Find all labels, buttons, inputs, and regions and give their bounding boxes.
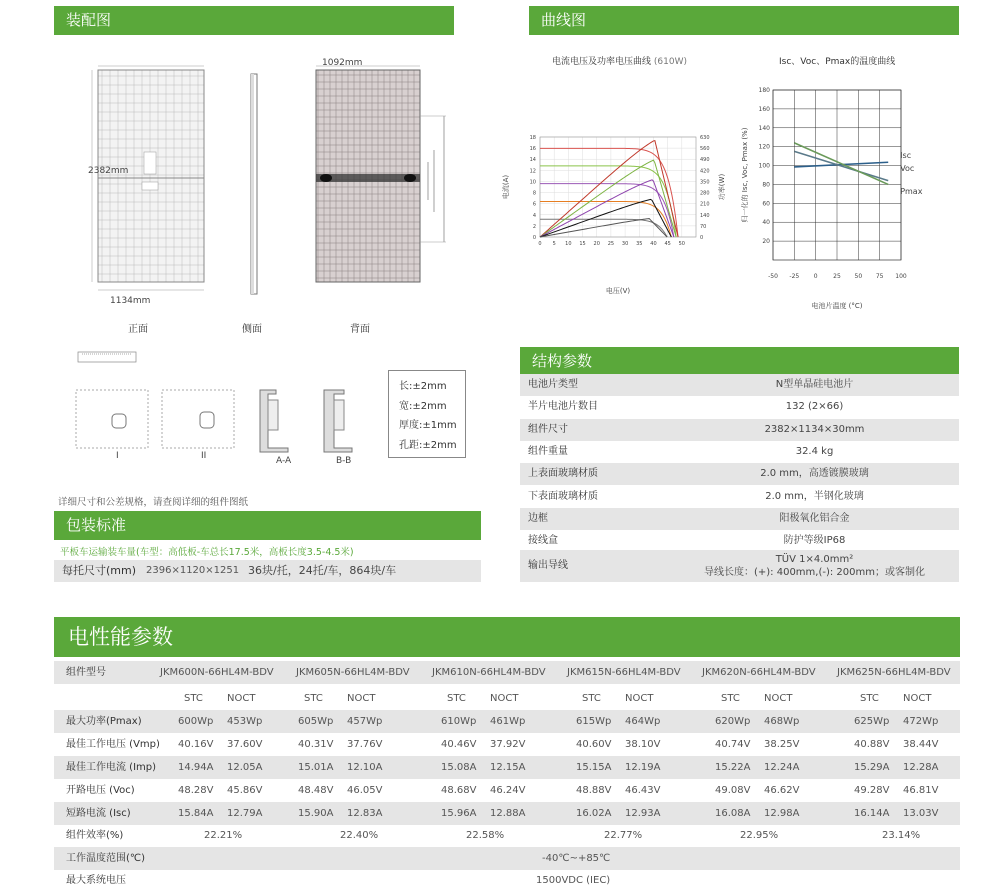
noct-header: NOCT <box>764 693 793 704</box>
noct-value: 38.25V <box>764 739 800 750</box>
noct-header: NOCT <box>903 693 932 704</box>
x-tick-label: 15 <box>579 241 586 247</box>
y-tick-label: 8 <box>532 190 536 197</box>
electrical-key: 开路电压 (Voc) <box>66 785 135 796</box>
stc-value: 15.15A <box>576 762 612 773</box>
stc-noct-row <box>54 687 960 710</box>
electrical-key: 最佳工作电压 (Vmp) <box>66 739 160 750</box>
back-width-dim: 1092mm <box>322 58 363 68</box>
structure-section-header: 结构参数 <box>520 347 959 375</box>
structure-key: 边框 <box>528 512 548 524</box>
stc-value: 48.88V <box>576 785 612 796</box>
stc-header: STC <box>860 693 879 704</box>
x-tick-label: 25 <box>833 273 841 280</box>
side-panel-drawing <box>251 74 257 294</box>
detail-ii-label: II <box>201 451 207 461</box>
structure-value: 2.0 mm，高透镀膜玻璃 <box>760 468 869 480</box>
packing-label: 每托尺寸(mm) <box>62 564 137 577</box>
electrical-row <box>54 802 960 825</box>
tolerance-width: 宽:±2mm <box>399 400 447 412</box>
electrical-key: 最佳工作电流 (Imp) <box>66 762 157 773</box>
y2-tick-label: 280 <box>700 190 710 197</box>
noct-value: 46.81V <box>903 785 939 796</box>
structure-key: 接线盒 <box>528 535 558 547</box>
y2-tick-label: 560 <box>700 146 710 153</box>
stc-value: 49.08V <box>715 785 751 796</box>
noct-value: 12.15A <box>490 762 526 773</box>
tolerance-length: 长:±2mm <box>399 381 447 392</box>
efficiency-value: 22.40% <box>340 830 379 841</box>
stc-value: 610Wp <box>441 716 477 727</box>
efficiency-value: 22.58% <box>466 830 505 841</box>
electrical-row <box>54 710 960 733</box>
noct-value: 468Wp <box>764 716 800 727</box>
temp-range-label: 工作温度范围(℃) <box>66 853 146 864</box>
noct-value: 472Wp <box>903 716 939 727</box>
x-tick-label: -50 <box>768 273 778 280</box>
y2-tick-label: 420 <box>700 168 710 175</box>
y-tick-label: 120 <box>758 143 770 151</box>
y-tick-label: 10 <box>529 179 536 186</box>
noct-header: NOCT <box>625 693 654 704</box>
stc-value: 48.48V <box>298 785 334 796</box>
series-line <box>540 184 674 237</box>
packing-section-header: 包装标准 <box>54 511 481 540</box>
stc-header: STC <box>582 693 601 704</box>
stc-value: 40.46V <box>441 739 477 750</box>
x-tick-label: 100 <box>895 273 907 280</box>
stc-value: 620Wp <box>715 716 751 727</box>
front-panel-drawing <box>92 66 204 290</box>
y-tick-label: 140 <box>758 124 770 132</box>
cable-length: 导线长度：(+): 400mm,(-): 200mm；或客制化 <box>703 567 925 578</box>
stc-value: 15.22A <box>715 762 751 773</box>
electrical-key: 短路电流 (Isc) <box>66 808 131 819</box>
side-label: 侧面 <box>242 324 262 335</box>
y-tick-label: 14 <box>529 157 536 164</box>
x-tick-label: 35 <box>636 241 643 247</box>
efficiency-value: 22.77% <box>604 830 643 841</box>
detail-i-label: I <box>116 451 119 461</box>
stc-value: 40.74V <box>715 739 751 750</box>
y-axis-label: 电流(A) <box>502 174 510 200</box>
noct-value: 12.98A <box>764 808 800 819</box>
structure-row <box>520 463 959 485</box>
y2-tick-label: 0 <box>700 235 704 241</box>
noct-header: NOCT <box>347 693 376 704</box>
noct-value: 12.05A <box>227 762 263 773</box>
stc-value: 15.01A <box>298 762 334 773</box>
y-tick-label: 6 <box>532 201 536 208</box>
efficiency-value: 22.21% <box>204 830 243 841</box>
plot-frame <box>540 137 696 237</box>
noct-value: 12.88A <box>490 808 526 819</box>
x-tick-label: 30 <box>621 241 629 247</box>
model-name: JKM610N-66HL4M-BDV <box>432 667 546 678</box>
stc-value: 48.28V <box>178 785 214 796</box>
x-tick-label: 10 <box>565 241 572 247</box>
noct-value: 457Wp <box>347 716 383 727</box>
stc-value: 615Wp <box>576 716 612 727</box>
y2-tick-label: 210 <box>700 201 710 208</box>
noct-value: 46.62V <box>764 785 800 796</box>
stc-value: 48.68V <box>441 785 477 796</box>
stc-header: STC <box>721 693 740 704</box>
noct-header: NOCT <box>490 693 519 704</box>
temperature-chart <box>740 80 960 310</box>
stc-value: 16.02A <box>576 808 612 819</box>
electrical-row <box>54 779 960 802</box>
packing-row <box>54 560 481 582</box>
tolerance-hole: 孔距:±2mm <box>399 439 457 451</box>
efficiency-value: 22.95% <box>740 830 779 841</box>
stc-value: 16.08A <box>715 808 751 819</box>
stc-value: 625Wp <box>854 716 890 727</box>
packing-note: 平板车运输装车量(车型：高低板-车总长17.5米，高板长度3.5-4.5米) <box>60 547 354 558</box>
stc-value: 40.60V <box>576 739 612 750</box>
x-tick-label: 50 <box>678 241 686 247</box>
front-width-dim: 1134mm <box>110 296 151 306</box>
y-tick-label: 180 <box>758 87 770 94</box>
drawing-note: 详细尺寸和公差规格，请查阅详细的组件图纸 <box>58 497 249 508</box>
curves-section-header: 曲线图 <box>529 6 959 35</box>
efficiency-label: 组件效率(%) <box>66 830 124 841</box>
electrical-row <box>54 733 960 756</box>
y-tick-label: 16 <box>529 146 536 153</box>
electrical-section-header: 电性能参数 <box>54 617 960 657</box>
series-line <box>540 180 674 237</box>
stc-value: 605Wp <box>298 716 334 727</box>
electrical-row <box>54 756 960 779</box>
y2-axis-label: 功率(W) <box>718 173 726 201</box>
noct-value: 12.28A <box>903 762 939 773</box>
back-panel-drawing <box>316 66 446 282</box>
x-axis-label: 电压(V) <box>605 287 631 295</box>
series-label: Pmax <box>900 186 923 196</box>
y2-tick-label: 70 <box>700 223 707 230</box>
structure-value: 132 (2×66) <box>785 401 844 413</box>
stc-header: STC <box>447 693 466 704</box>
y-axis-label: 归一化的 Isc, Voc, Pmax (%) <box>741 127 749 223</box>
noct-value: 45.86V <box>227 785 263 796</box>
back-label: 背面 <box>350 324 370 335</box>
packing-detail: 36块/托，24托/车，864块/车 <box>248 564 397 577</box>
stc-value: 15.08A <box>441 762 477 773</box>
x-axis-label: 电池片温度 (°C) <box>811 302 863 310</box>
structure-key: 组件重量 <box>528 445 568 457</box>
y2-tick-label: 490 <box>700 157 710 164</box>
tolerance-box <box>388 370 466 458</box>
y-tick-label: 160 <box>758 105 770 113</box>
structure-key: 电池片类型 <box>528 379 578 390</box>
temp-range-value: -40℃~+85℃ <box>542 853 611 864</box>
model-label: 组件型号 <box>66 667 106 678</box>
noct-value: 453Wp <box>227 716 263 727</box>
structure-row <box>520 486 959 508</box>
model-name: JKM620N-66HL4M-BDV <box>702 667 816 678</box>
temp-range-row <box>54 847 960 870</box>
x-tick-label: 20 <box>593 241 600 247</box>
structure-row <box>520 530 959 552</box>
noct-value: 46.24V <box>490 785 526 796</box>
series-label: Isc <box>900 151 912 160</box>
stc-value: 49.28V <box>854 785 890 796</box>
model-name: JKM615N-66HL4M-BDV <box>567 667 681 678</box>
system-voltage-label: 最大系统电压 <box>66 875 126 886</box>
y2-tick-label: 630 <box>700 135 710 141</box>
stc-header: STC <box>184 693 203 704</box>
noct-value: 46.43V <box>625 785 661 796</box>
structure-value: 2.0 mm，半钢化玻璃 <box>765 490 864 502</box>
stc-value: 15.84A <box>178 808 214 819</box>
x-tick-label: -25 <box>789 273 800 280</box>
model-name: JKM605N-66HL4M-BDV <box>296 667 410 678</box>
x-tick-label: 0 <box>813 273 818 280</box>
stc-value: 16.14A <box>854 808 890 819</box>
structure-value: 阳极氧化铝合金 <box>779 512 850 524</box>
efficiency-value: 23.14% <box>882 830 921 841</box>
electrical-key: 最大功率(Pmax) <box>66 716 142 727</box>
stc-value: 40.16V <box>178 739 214 750</box>
noct-header: NOCT <box>227 693 256 704</box>
y-tick-label: 60 <box>762 200 770 208</box>
stc-header: STC <box>304 693 323 704</box>
x-tick-label: 5 <box>552 241 556 247</box>
x-tick-label: 75 <box>875 273 884 280</box>
structure-key: 上表面玻璃材质 <box>528 468 598 480</box>
x-tick-label: 45 <box>664 241 671 247</box>
y-tick-label: 18 <box>529 135 536 141</box>
section-aa-label: A-A <box>276 456 292 466</box>
noct-value: 12.19A <box>625 762 661 773</box>
front-length-dim: 2382mm <box>88 166 129 176</box>
stc-value: 40.31V <box>298 739 334 750</box>
y-tick-label: 2 <box>532 223 536 230</box>
structure-key: 下表面玻璃材质 <box>528 490 598 502</box>
noct-value: 12.93A <box>625 808 661 819</box>
system-voltage-row <box>54 869 960 892</box>
model-name: JKM600N-66HL4M-BDV <box>160 667 274 678</box>
y-tick-label: 20 <box>762 238 770 246</box>
iv-chart-title: 电流电压及功率电压曲线 (610W) <box>552 57 687 67</box>
structure-row <box>520 441 959 463</box>
model-name: JKM625N-66HL4M-BDV <box>837 667 951 678</box>
stc-value: 40.88V <box>854 739 890 750</box>
cable-spec: TÜV 1×4.0mm² <box>775 554 854 565</box>
noct-value: 12.79A <box>227 808 263 819</box>
stc-value: 15.90A <box>298 808 334 819</box>
structure-value: 防护等级IP68 <box>783 535 846 547</box>
x-tick-label: 50 <box>854 273 863 280</box>
assembly-section-header: 装配图 <box>54 6 454 35</box>
y2-tick-label: 350 <box>700 179 710 186</box>
noct-value: 461Wp <box>490 716 526 727</box>
noct-value: 38.10V <box>625 739 661 750</box>
x-tick-label: 0 <box>538 241 542 247</box>
model-row <box>54 661 960 684</box>
stc-value: 600Wp <box>178 716 214 727</box>
structure-key: 组件尺寸 <box>528 423 568 435</box>
front-label: 正面 <box>128 324 148 335</box>
x-tick-label: 40 <box>650 241 657 247</box>
structure-row <box>520 396 959 418</box>
stc-value: 15.29A <box>854 762 890 773</box>
structure-value: N型单晶硅电池片 <box>775 379 854 390</box>
y-tick-label: 80 <box>762 181 770 189</box>
noct-value: 12.10A <box>347 762 383 773</box>
noct-value: 13.03V <box>903 808 939 819</box>
system-voltage-value: 1500VDC (IEC) <box>536 875 611 886</box>
y-tick-label: 0 <box>532 235 536 241</box>
y-tick-label: 4 <box>532 212 536 219</box>
section-bb-label: B-B <box>336 456 352 466</box>
temp-chart-title: Isc、Voc、Pmax的温度曲线 <box>779 57 896 67</box>
iv-power-chart <box>500 125 730 325</box>
y-tick-label: 12 <box>529 168 536 175</box>
noct-value: 12.83A <box>347 808 383 819</box>
stc-value: 15.96A <box>441 808 477 819</box>
structure-row <box>520 508 959 530</box>
x-tick-label: 25 <box>607 241 615 247</box>
structure-row <box>520 419 959 441</box>
tolerance-thickness: 厚度:±1mm <box>399 420 457 431</box>
noct-value: 38.44V <box>903 739 939 750</box>
structure-key: 半片电池片数目 <box>528 401 598 413</box>
structure-value: 2382×1134×30mm <box>764 423 865 435</box>
noct-value: 12.24A <box>764 762 800 773</box>
packing-dimensions: 2396×1120×1251 <box>146 565 240 576</box>
noct-value: 37.76V <box>347 739 383 750</box>
structure-row-cable: 输出导线 TÜV 1×4.0mm² 导线长度：(+): 400mm,(-): 200mm；或客制化 <box>520 550 959 582</box>
structure-value: 32.4 kg <box>795 445 834 457</box>
noct-value: 37.60V <box>227 739 263 750</box>
y-tick-label: 40 <box>762 219 770 227</box>
structure-row <box>520 374 959 396</box>
noct-value: 46.05V <box>347 785 383 796</box>
series-label: Voc <box>900 164 915 174</box>
y-tick-label: 100 <box>758 162 770 170</box>
stc-value: 14.94A <box>178 762 214 773</box>
series-line <box>540 219 667 237</box>
noct-value: 464Wp <box>625 716 661 727</box>
noct-value: 37.92V <box>490 739 526 750</box>
efficiency-row <box>54 824 960 847</box>
y2-tick-label: 140 <box>700 212 710 219</box>
